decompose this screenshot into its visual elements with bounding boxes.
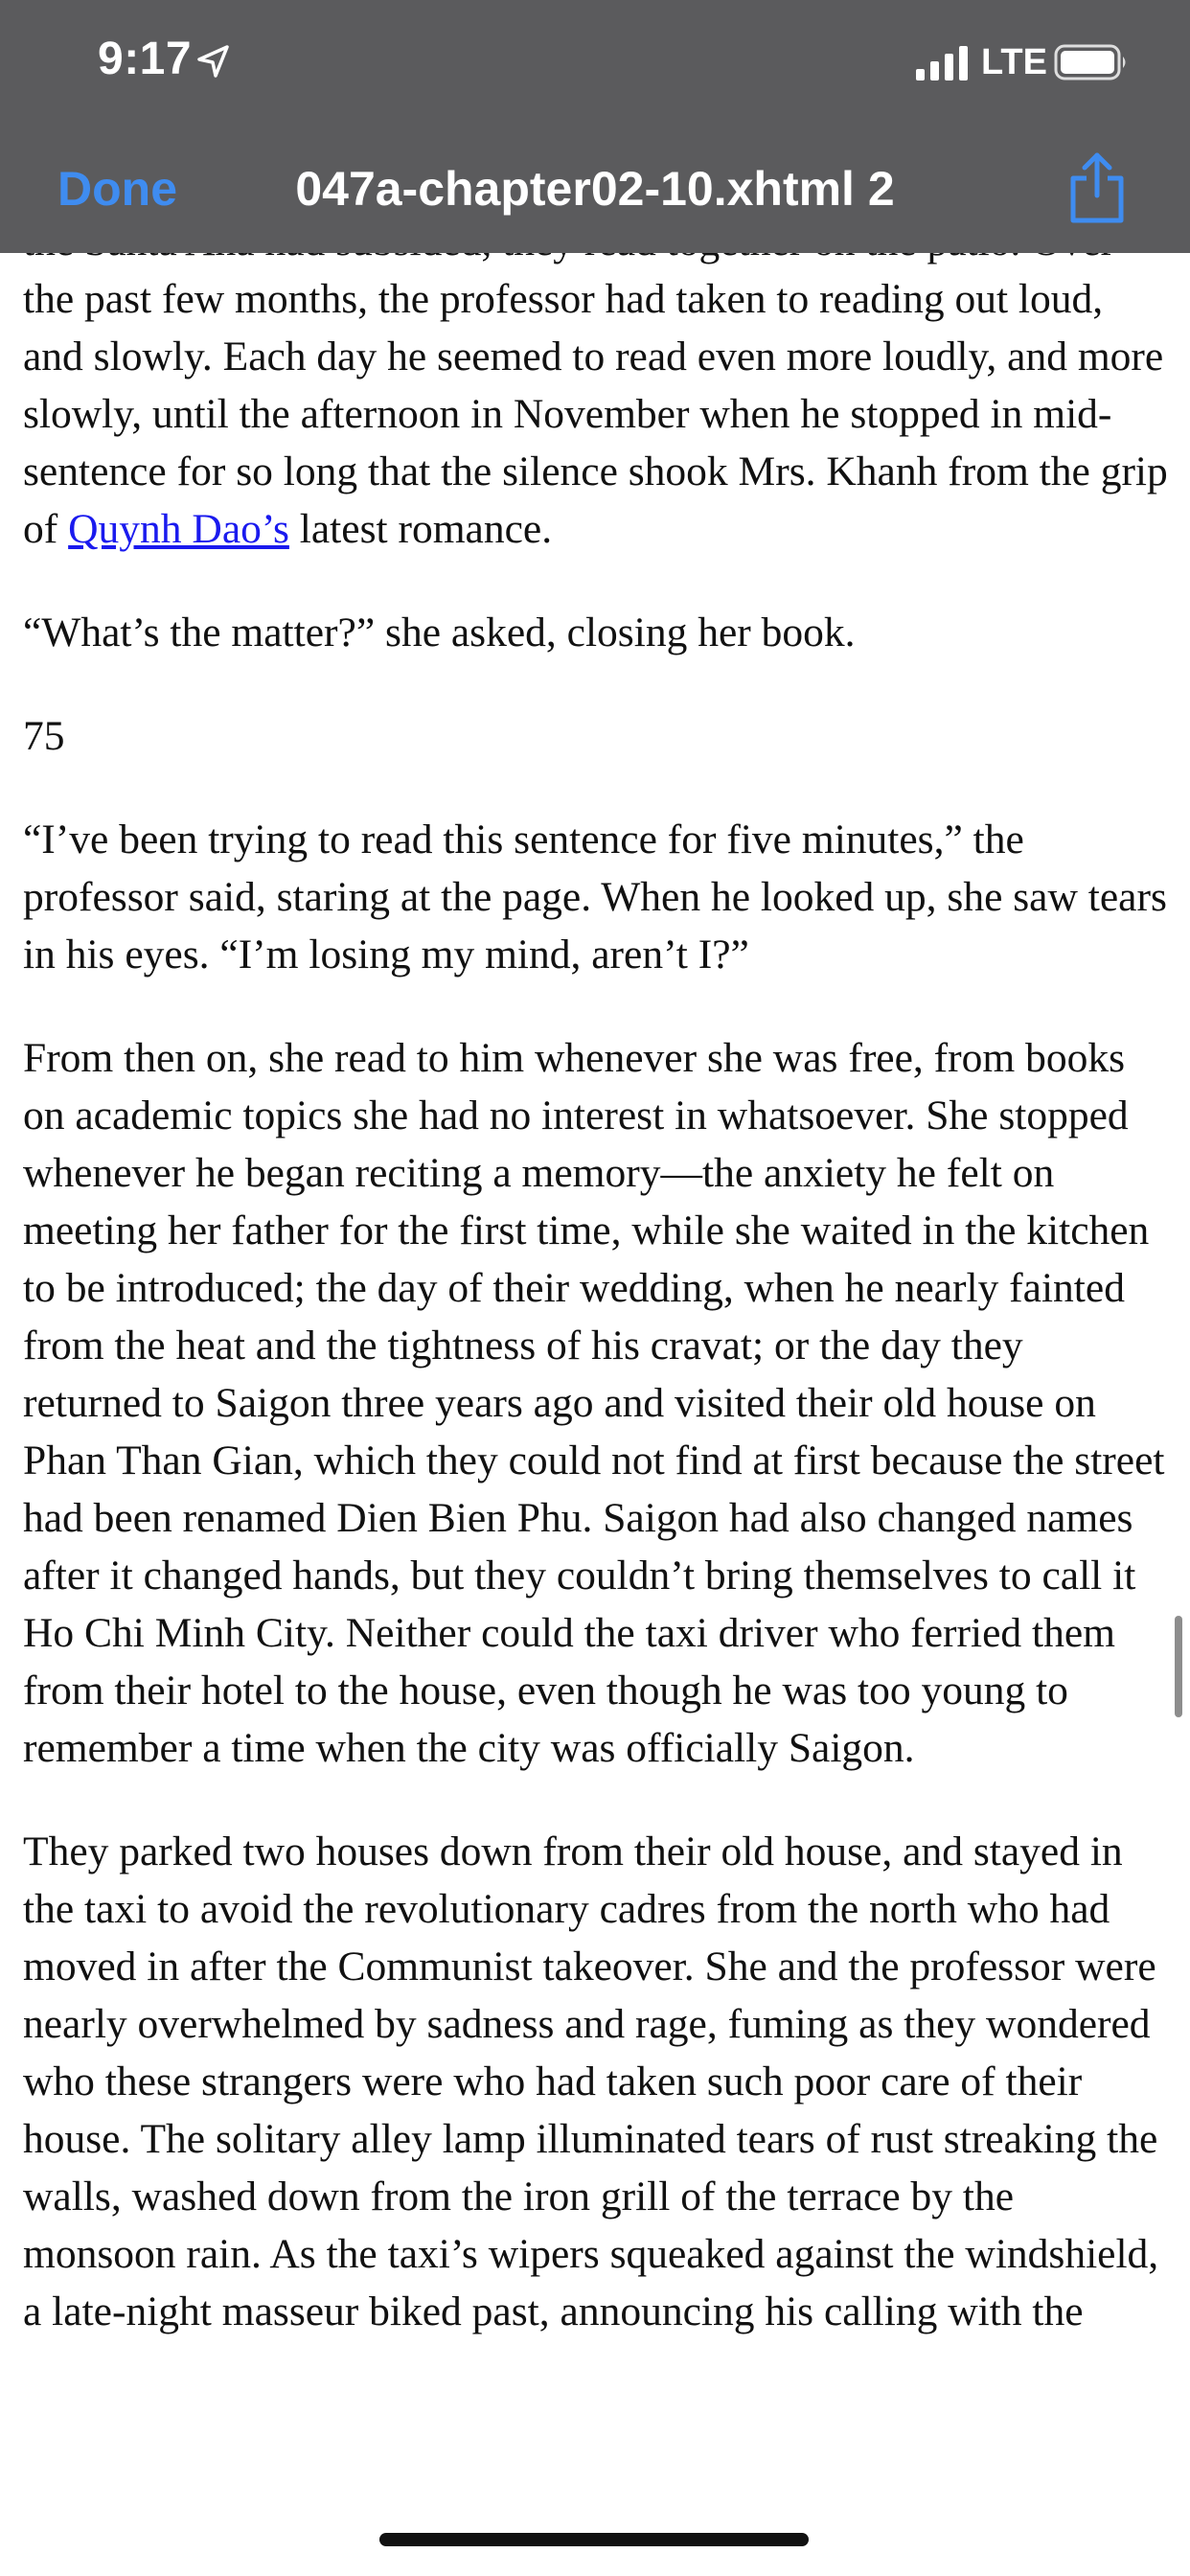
paragraph: “I’ve been trying to read this sentence for five minutes,” the professor said, staring at the page. When he looked up, she saw tears in his eyes. “I’m losing my mind, aren’t I?”	[23, 816, 1167, 978]
paragraph: They parked two houses down from their old house, and stayed in the taxi to avoid the revolutionary cadres from the north who had moved in after the Communist takeover. She and the professor were nearly overwhelmed by sadness and rage, fuming as they wondered who these strangers were who had taken such poor care of their house. The solitary alley lamp illuminated tears of rust streaking the walls, washed down from the iron grill of the terrace by the monsoon rain. As the taxi’s wipers squeaked against the windshield, a late-night masseur biked past, announcing his calling with the	[23, 1828, 1159, 2334]
paragraph	[23, 213, 1169, 558]
share-icon[interactable]	[1065, 151, 1129, 224]
status-time: 9:17	[98, 34, 193, 84]
paragraph: From then on, she read to him whenever she was free, from books on academic topics she had no interest in whatsoever. She stopped whenever he began reciting a memory—the anxiety he felt on meeting her father for the first time, while she waited in the kitchen to be introduced; the day of their wedding, when he nearly fainted from the heat and the tightness of his cravat; or the day they returned to Saigon three years ago and visited their old house on Phan Than Gian, which they could not find at first because the street had been renamed Dien Bien Phu. Saigon had also changed names after it changed hands, but they couldn’t bring themselves to call it Ho Chi Minh City. Neither could the taxi driver who ferried them from their hotel to the house, even though he was too young to remember a time when the city was officially Saigon.	[23, 1035, 1165, 1771]
done-button[interactable]: Done	[57, 162, 177, 216]
location-arrow-icon	[195, 42, 233, 80]
scrollbar-thumb[interactable]	[1175, 1616, 1182, 1717]
paragraph: “What’s the matter?” she asked, closing her book.	[23, 610, 856, 656]
page-number: 75	[23, 713, 65, 759]
top-bar	[0, 0, 1190, 253]
network-type: LTE	[981, 42, 1047, 82]
paragraph-text: the past few months, the professor had taken to reading out loud, and slowly. Each day he seemed to read even more loudly, and more slowly, until the afternoon in November when he stopped in mid-sentence for so long that the silence shook Mrs. Khanh from the grip of	[23, 276, 1168, 552]
home-indicator[interactable]	[379, 2533, 809, 2546]
battery-icon	[1054, 44, 1129, 80]
paragraph-text: latest romance.	[288, 506, 553, 552]
quynh-dao-link[interactable]: Quynh Dao’s	[68, 506, 289, 552]
reader-content	[23, 213, 1169, 2386]
document-title: 047a-chapter02-10.xhtml 2	[295, 162, 895, 216]
cellular-signal-icon	[916, 46, 970, 80]
